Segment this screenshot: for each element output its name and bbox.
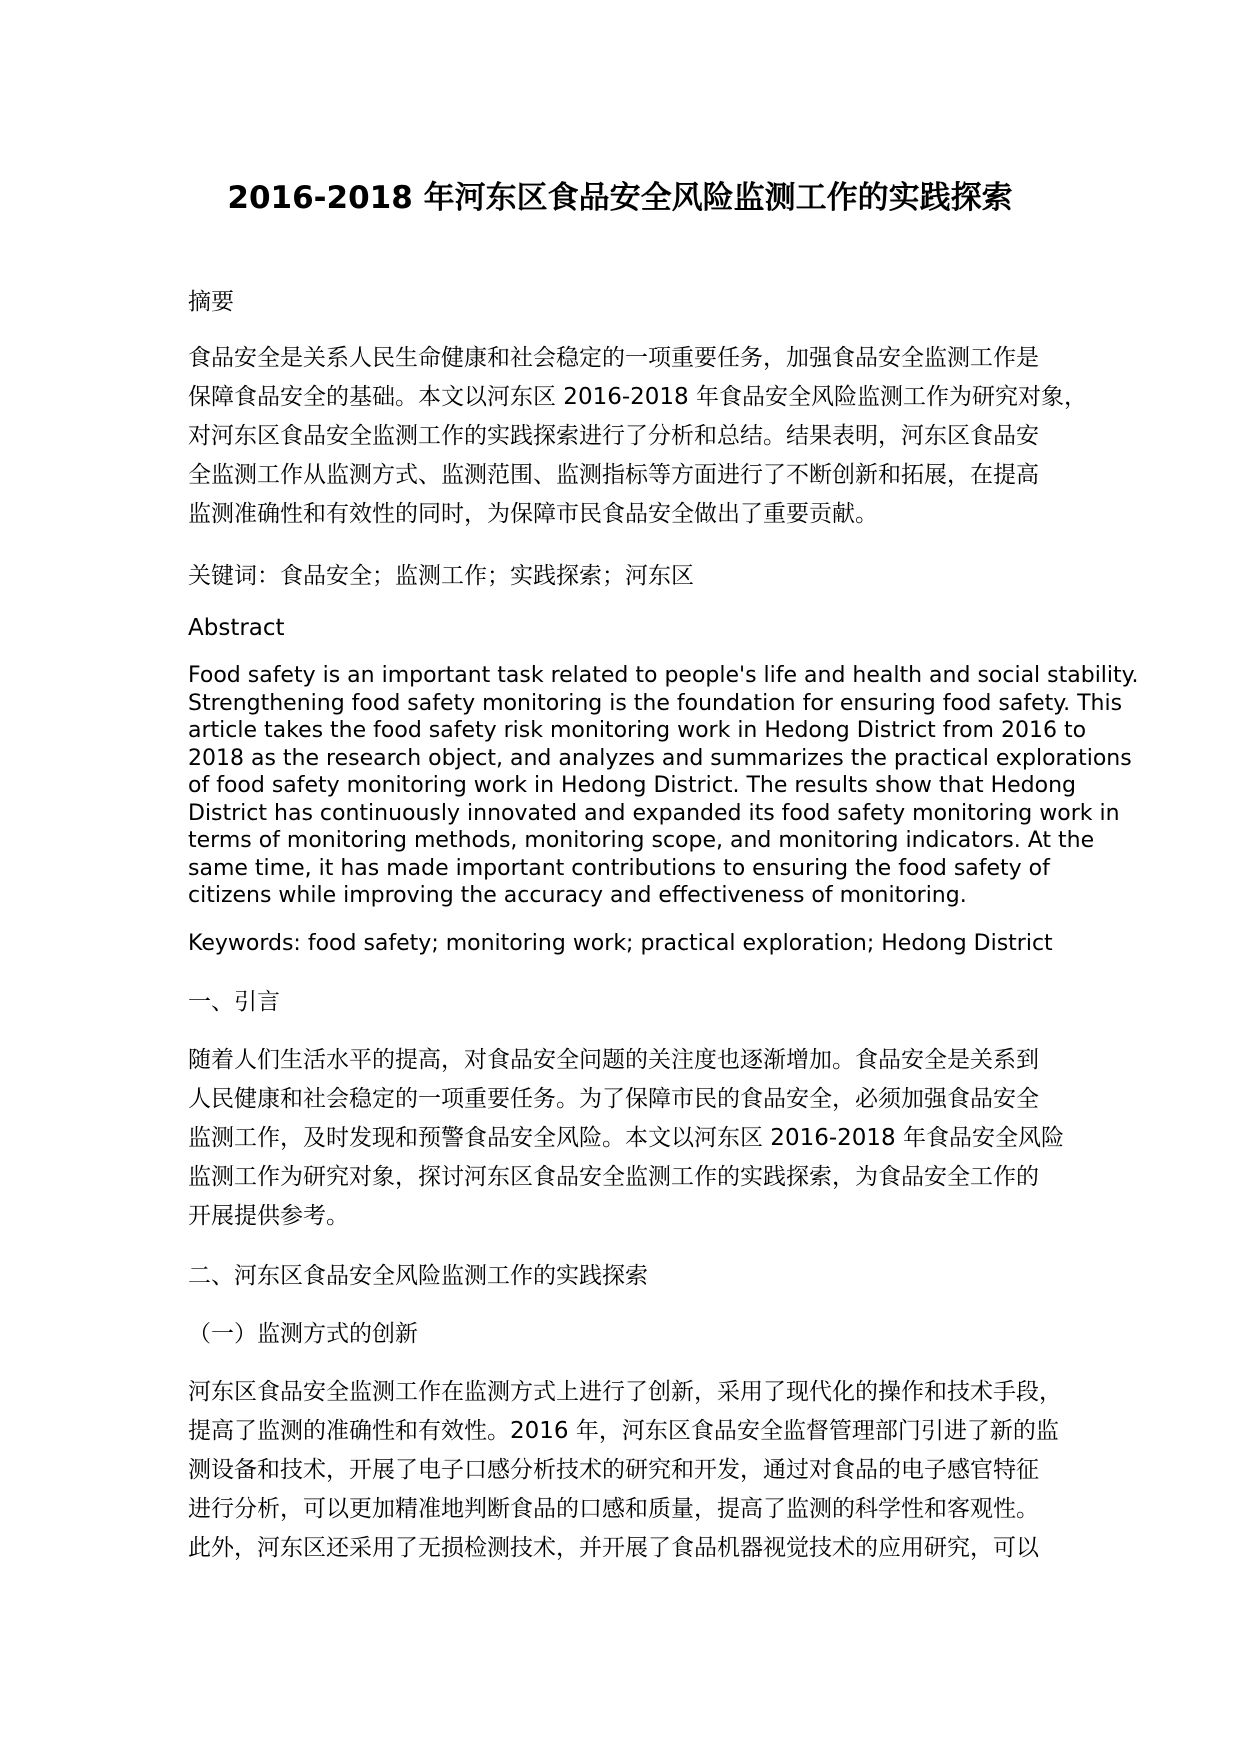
subsection1-line: 此外，河东区还采用了无损检测技术，并开展了食品机器视觉技术的应用研究，可以 — [188, 1535, 1039, 1561]
keywords-en: Keywords: food safety; monitoring work; practical exploration; Hedong District — [188, 931, 1053, 956]
abstract-en-line: same time, it has made important contributions to ensuring the food safety of — [188, 855, 1050, 881]
keywords-cn: 关键词：食品安全；监测工作；实践探索；河东区 — [188, 563, 694, 589]
abstract-en-line: of food safety monitoring work in Hedong District. The results show that Hedong — [188, 773, 1077, 798]
abstract-en-line: citizens while improving the accuracy and effectiveness of monitoring. — [188, 883, 967, 908]
subsection1-line: 提高了监测的准确性和有效性。2016 年，河东区食品安全监督管理部门引进了新的监 — [188, 1418, 1059, 1444]
abstract-cn-line: 食品安全是关系人民生命健康和社会稳定的一项重要任务，加强食品安全监测工作是 — [188, 345, 1039, 371]
subsection1-line: 进行分析，可以更加精准地判断食品的口感和质量，提高了监测的科学性和客观性。 — [188, 1496, 1039, 1522]
subsection1-line: 河东区食品安全监测工作在监测方式上进行了创新，采用了现代化的操作和技术手段， — [188, 1379, 1062, 1405]
abstract-en-line: article takes the food safety risk monitoring work in Hedong District from 2016 to — [188, 718, 1087, 743]
section1-line: 随着人们生活水平的提高，对食品安全问题的关注度也逐渐增加。食品安全是关系到 — [188, 1047, 1039, 1073]
page-title: 2016-2018 年河东区食品安全风险监测工作的实践探索 — [227, 180, 1013, 216]
section1-line: 监测工作为研究对象，探讨河东区食品安全监测工作的实践探索，为食品安全工作的 — [188, 1164, 1039, 1190]
abstract-en-line: District has continuously innovated and expanded its food safety monitoring work in — [188, 800, 1120, 826]
section1-line: 开展提供参考。 — [188, 1203, 349, 1229]
abstract-cn-heading: 摘要 — [188, 289, 234, 315]
subsection1-line: 测设备和技术，开展了电子口感分析技术的研究和开发，通过对食品的电子感官特征 — [188, 1457, 1039, 1483]
section-heading-introduction: 一、引言 — [188, 989, 280, 1015]
abstract-en-heading: Abstract — [188, 615, 285, 641]
abstract-cn-line: 全监测工作从监测方式、监测范围、监测指标等方面进行了不断创新和拓展，在提高 — [188, 462, 1039, 488]
section1-line: 人民健康和社会稳定的一项重要任务。为了保障市民的食品安全，必须加强食品安全 — [188, 1086, 1039, 1112]
abstract-cn-line: 对河东区食品安全监测工作的实践探索进行了分析和总结。结果表明，河东区食品安 — [188, 423, 1039, 449]
section1-line: 监测工作，及时发现和预警食品安全风险。本文以河东区 2016-2018 年食品安全风险 — [188, 1125, 1064, 1151]
abstract-cn-line: 保障食品安全的基础。本文以河东区 2016-2018 年食品安全风险监测工作为研究对象， — [188, 384, 1087, 410]
abstract-en-line: Strengthening food safety monitoring is the foundation for ensuring food safety. This — [188, 690, 1123, 716]
abstract-en-line: terms of monitoring methods, monitoring scope, and monitoring indicators. At the — [188, 828, 1095, 853]
section-heading-practice: 二、河东区食品安全风险监测工作的实践探索 — [188, 1263, 648, 1289]
subsection-heading-methods: （一）监测方式的创新 — [188, 1321, 418, 1347]
abstract-en-line: 2018 as the research object, and analyzes and summarizes the practical explorations — [188, 745, 1132, 771]
abstract-en-line: Food safety is an important task related to people's life and health and social stability. — [188, 663, 1139, 688]
abstract-cn-line: 监测准确性和有效性的同时，为保障市民食品安全做出了重要贡献。 — [188, 501, 878, 527]
